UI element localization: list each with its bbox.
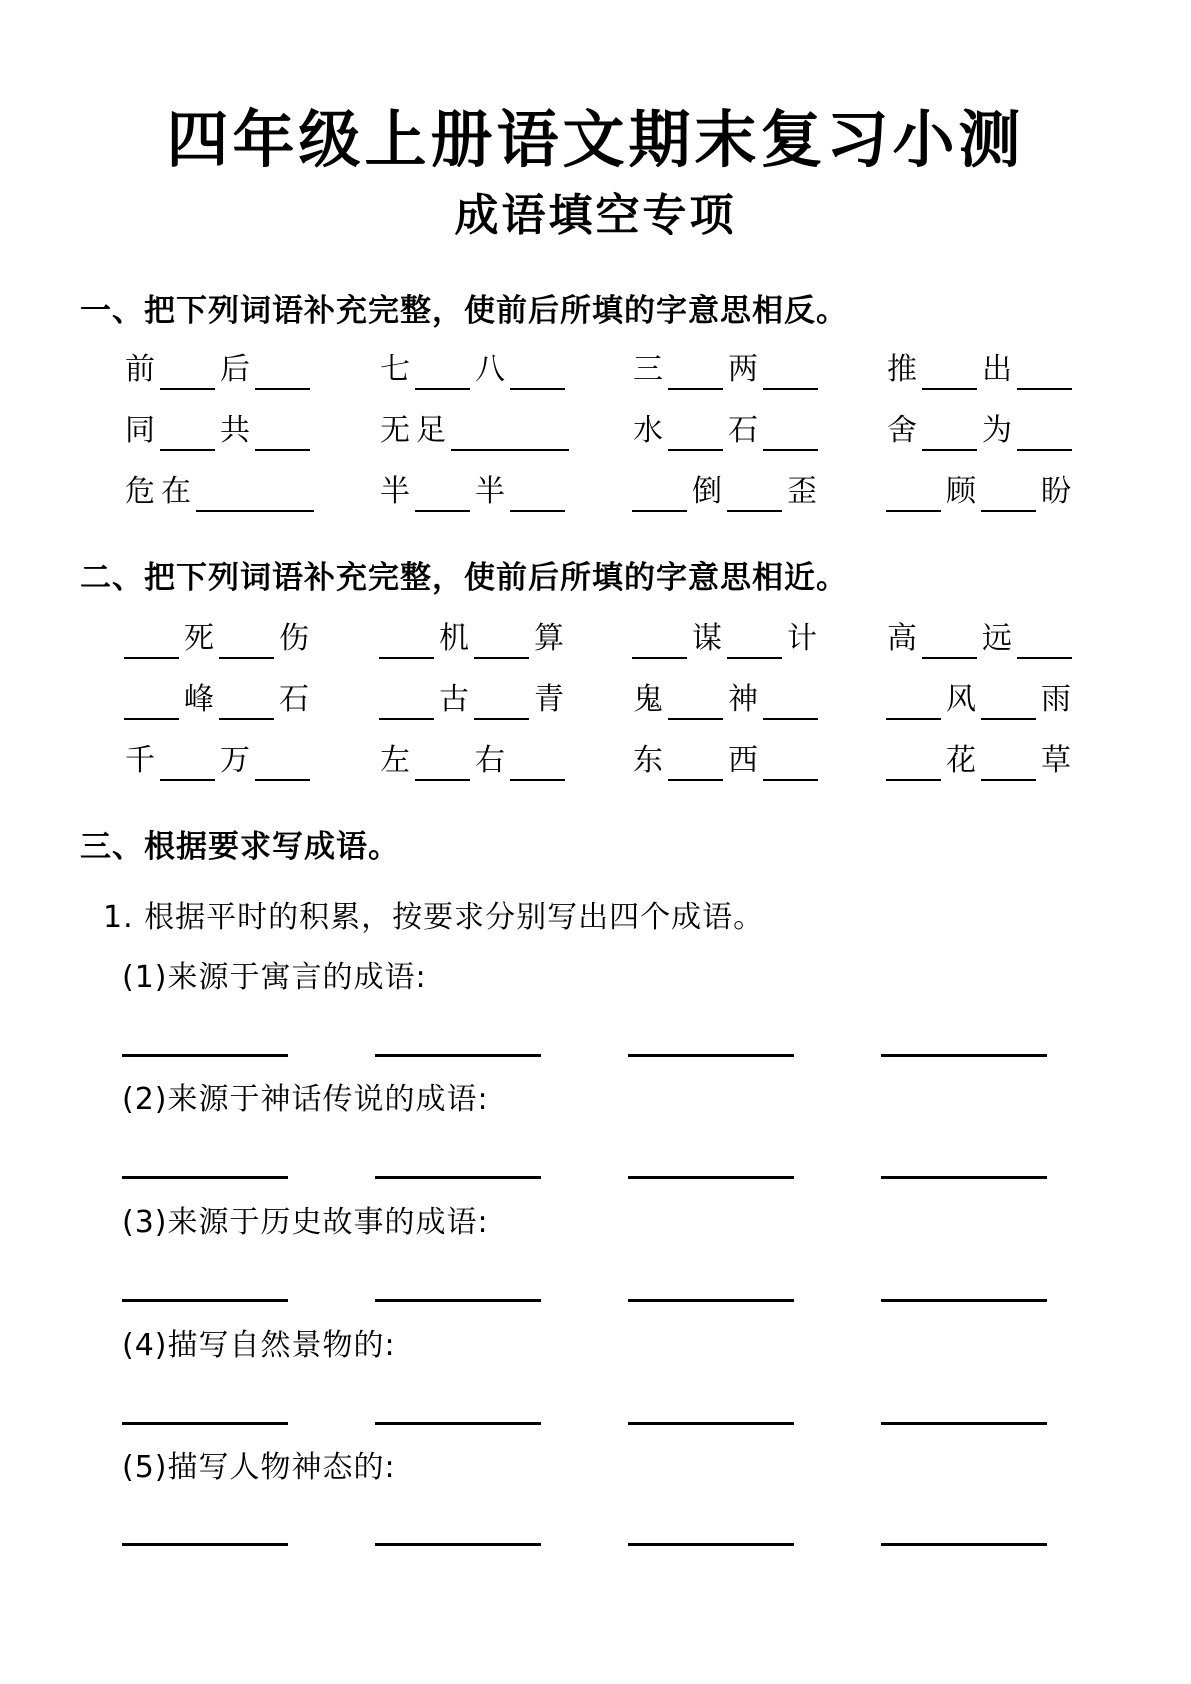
blank-field[interactable]	[632, 472, 687, 512]
idiom-item	[377, 670, 567, 720]
answer-field[interactable]	[881, 1543, 1047, 1546]
blank-field[interactable]	[727, 619, 782, 659]
answer-field[interactable]	[628, 1054, 794, 1057]
blank-field[interactable]	[922, 411, 977, 451]
idiom-item	[884, 670, 1074, 720]
blank-field[interactable]	[763, 411, 818, 451]
answer-field[interactable]	[628, 1543, 794, 1546]
idiom-row	[122, 462, 1122, 523]
blank-field[interactable]	[219, 619, 274, 659]
idiom-character: 无	[380, 413, 410, 448]
idiom-character: 水	[633, 413, 663, 448]
item3-answer-row	[122, 1299, 1122, 1303]
idiom-item	[884, 462, 1074, 512]
idiom-item	[884, 401, 1074, 451]
answer-field[interactable]	[375, 1054, 541, 1057]
idiom-item	[122, 462, 316, 512]
blank-field[interactable]	[727, 472, 782, 512]
blank-field[interactable]	[255, 350, 310, 390]
blank-field[interactable]	[668, 680, 723, 720]
section2-heading: 二、把下列词语补充完整，使前后所填的字意思相近。	[80, 560, 848, 596]
idiom-character: 石	[279, 682, 309, 717]
idiom-row	[122, 731, 1122, 792]
answer-field[interactable]	[628, 1299, 794, 1302]
idiom-character: 古	[439, 682, 469, 717]
blank-field[interactable]	[219, 680, 274, 720]
idiom-item	[884, 731, 1074, 781]
blank-field[interactable]	[379, 680, 434, 720]
idiom-character: 危	[125, 474, 155, 509]
item4-answer-row	[122, 1422, 1122, 1426]
idiom-item	[122, 401, 312, 451]
idiom-character: 出	[982, 352, 1012, 387]
idiom-character: 草	[1041, 743, 1071, 778]
idiom-character: 八	[475, 352, 505, 387]
idiom-character: 峰	[184, 682, 214, 717]
answer-field[interactable]	[122, 1299, 288, 1302]
idiom-character: 东	[633, 743, 663, 778]
idiom-item	[122, 731, 312, 781]
blank-field[interactable]	[886, 680, 941, 720]
blank-field[interactable]	[668, 411, 723, 451]
idiom-character: 神	[728, 682, 758, 717]
blank-field[interactable]	[1017, 619, 1072, 659]
idiom-character: 盼	[1041, 474, 1071, 509]
blank-field[interactable]	[160, 350, 215, 390]
idiom-character: 同	[125, 413, 155, 448]
idiom-item	[377, 731, 567, 781]
blank-field[interactable]	[632, 619, 687, 659]
idiom-character: 花	[946, 743, 976, 778]
idiom-character: 足	[416, 413, 446, 448]
answer-field[interactable]	[122, 1054, 288, 1057]
answer-field[interactable]	[122, 1422, 288, 1425]
idiom-character: 石	[728, 413, 758, 448]
answer-field[interactable]	[122, 1543, 288, 1546]
page-subtitle: 成语填空专项	[454, 190, 737, 241]
idiom-item	[122, 670, 312, 720]
page-title: 四年级上册语文期末复习小测	[166, 103, 1025, 176]
idiom-character: 七	[380, 352, 410, 387]
idiom-character: 后	[220, 352, 250, 387]
answer-field[interactable]	[122, 1176, 288, 1179]
answer-field[interactable]	[375, 1176, 541, 1179]
blank-field[interactable]	[922, 619, 977, 659]
blank-field[interactable]	[1017, 350, 1072, 390]
blank-field[interactable]	[415, 350, 470, 390]
item3-label: (3)来源于历史故事的成语:	[122, 1205, 489, 1240]
idiom-character: 伤	[279, 621, 309, 656]
blank-field[interactable]	[474, 680, 529, 720]
answer-field[interactable]	[628, 1422, 794, 1425]
blank-field[interactable]	[124, 680, 179, 720]
idiom-character: 死	[184, 621, 214, 656]
answer-field[interactable]	[628, 1176, 794, 1179]
idiom-character: 机	[439, 621, 469, 656]
idiom-character: 舍	[887, 413, 917, 448]
blank-field[interactable]	[981, 741, 1036, 781]
blank-field[interactable]	[415, 472, 470, 512]
idiom-item	[630, 731, 820, 781]
idiom-character: 雨	[1041, 682, 1071, 717]
idiom-item	[630, 462, 820, 512]
blank-field[interactable]	[1017, 411, 1072, 451]
section1-idiom-grid	[122, 340, 1122, 523]
idiom-item	[630, 609, 820, 659]
idiom-item	[122, 340, 312, 390]
blank-field[interactable]	[886, 472, 941, 512]
idiom-row	[122, 609, 1122, 670]
idiom-item	[884, 609, 1074, 659]
blank-field[interactable]	[510, 741, 565, 781]
item2-label: (2)来源于神话传说的成语:	[122, 1082, 489, 1117]
blank-field[interactable]	[196, 472, 314, 512]
idiom-row	[122, 340, 1122, 401]
item1-label: (1)来源于寓言的成语:	[122, 960, 427, 995]
idiom-item	[377, 401, 571, 451]
blank-field[interactable]	[981, 472, 1036, 512]
answer-field[interactable]	[375, 1543, 541, 1546]
section3-heading: 三、根据要求写成语。	[80, 829, 400, 865]
item4-label: (4)描写自然景物的:	[122, 1328, 396, 1363]
answer-field[interactable]	[881, 1299, 1047, 1302]
section1-heading: 一、把下列词语补充完整，使前后所填的字意思相反。	[80, 293, 848, 329]
idiom-row	[122, 670, 1122, 731]
idiom-character: 远	[982, 621, 1012, 656]
idiom-item	[630, 340, 820, 390]
idiom-character: 共	[220, 413, 250, 448]
answer-field[interactable]	[881, 1422, 1047, 1425]
idiom-character: 右	[475, 743, 505, 778]
blank-field[interactable]	[668, 741, 723, 781]
idiom-character: 前	[125, 352, 155, 387]
idiom-character: 千	[125, 743, 155, 778]
idiom-character: 推	[887, 352, 917, 387]
idiom-row	[122, 401, 1122, 462]
idiom-character: 谋	[692, 621, 722, 656]
idiom-character: 算	[534, 621, 564, 656]
idiom-character: 倒	[692, 474, 722, 509]
blank-field[interactable]	[160, 411, 215, 451]
idiom-character: 高	[887, 621, 917, 656]
idiom-character: 西	[728, 743, 758, 778]
answer-field[interactable]	[881, 1054, 1047, 1057]
idiom-item	[377, 340, 567, 390]
blank-field[interactable]	[124, 619, 179, 659]
item1-answer-row	[122, 1054, 1122, 1058]
idiom-character: 鬼	[633, 682, 663, 717]
idiom-item	[630, 670, 820, 720]
answer-field[interactable]	[881, 1176, 1047, 1179]
blank-field[interactable]	[922, 350, 977, 390]
question1-text: 1. 根据平时的积累，按要求分别写出四个成语。	[103, 900, 765, 935]
blank-field[interactable]	[763, 680, 818, 720]
blank-field[interactable]	[415, 741, 470, 781]
idiom-character: 两	[728, 352, 758, 387]
blank-field[interactable]	[255, 741, 310, 781]
idiom-character: 三	[633, 352, 663, 387]
blank-field[interactable]	[763, 350, 818, 390]
answer-field[interactable]	[375, 1299, 541, 1302]
blank-field[interactable]	[379, 619, 434, 659]
blank-field[interactable]	[886, 741, 941, 781]
blank-field[interactable]	[474, 619, 529, 659]
blank-field[interactable]	[510, 472, 565, 512]
idiom-character: 青	[534, 682, 564, 717]
idiom-character: 计	[787, 621, 817, 656]
idiom-character: 歪	[787, 474, 817, 509]
idiom-character: 为	[982, 413, 1012, 448]
idiom-item	[377, 609, 567, 659]
idiom-item	[377, 462, 567, 512]
idiom-character: 风	[946, 682, 976, 717]
answer-field[interactable]	[375, 1422, 541, 1425]
idiom-character: 左	[380, 743, 410, 778]
idiom-item	[630, 401, 820, 451]
blank-field[interactable]	[981, 680, 1036, 720]
idiom-character: 半	[380, 474, 410, 509]
idiom-item	[122, 609, 312, 659]
idiom-item	[884, 340, 1074, 390]
blank-field[interactable]	[160, 741, 215, 781]
blank-field[interactable]	[510, 350, 565, 390]
blank-field[interactable]	[451, 411, 569, 451]
item5-label: (5)描写人物神态的:	[122, 1450, 396, 1485]
idiom-character: 顾	[946, 474, 976, 509]
blank-field[interactable]	[255, 411, 310, 451]
blank-field[interactable]	[763, 741, 818, 781]
item2-answer-row	[122, 1176, 1122, 1180]
blank-field[interactable]	[668, 350, 723, 390]
idiom-character: 万	[220, 743, 250, 778]
idiom-character: 在	[161, 474, 191, 509]
section2-idiom-grid	[122, 609, 1122, 792]
idiom-character: 半	[475, 474, 505, 509]
item5-answer-row	[122, 1543, 1122, 1547]
